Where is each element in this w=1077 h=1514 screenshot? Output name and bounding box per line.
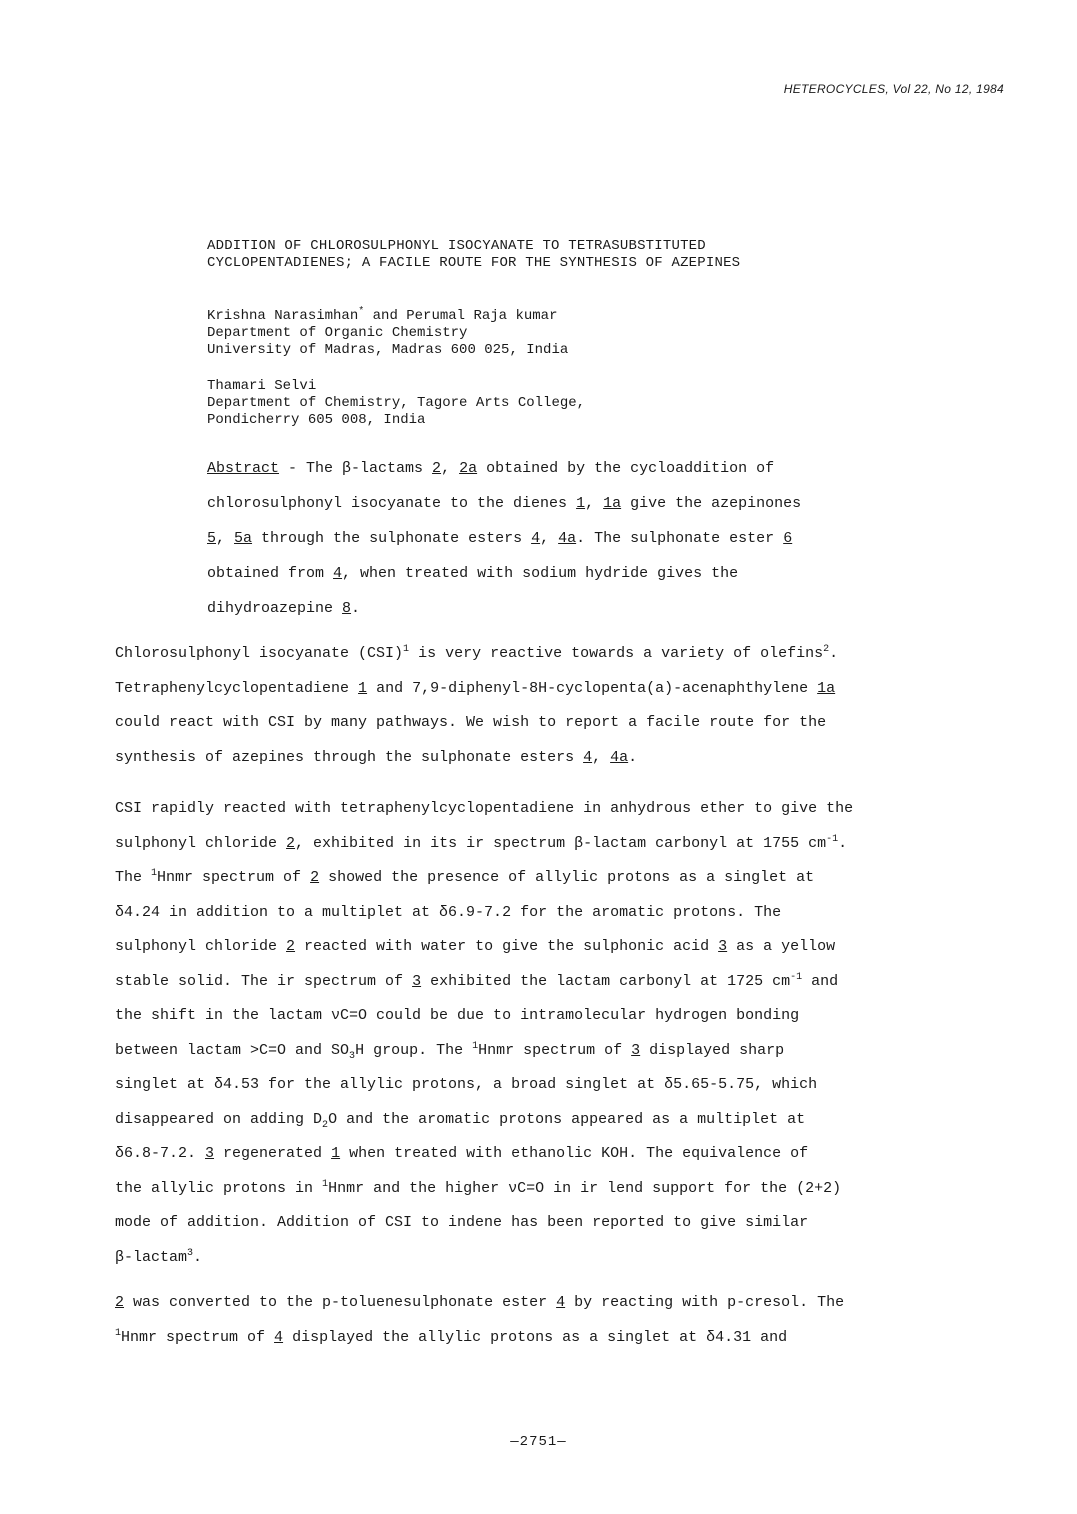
text-line: singlet at δ4.53 for the allylic protons, a broad singlet at δ5.65-5.75, which: [115, 1076, 818, 1093]
author-name-2: and Perumal Raja kumar: [364, 308, 558, 324]
text-line: δ6.8-7.2. 3 regenerated 1 when treated with ethanolic KOH. The equivalence of: [115, 1145, 809, 1162]
text-line: Tetraphenylcyclopentadiene 1 and 7,9-diphenyl-8H-cyclopenta(a)-acenaphthylene 1a: [115, 679, 836, 697]
text-line: sulphonyl chloride 2 reacted with water to give the sulphonic acid 3 as a yellow: [115, 938, 836, 955]
text-line: The $^1$Hnmr spectrum of 2 showed the presence of allylic protons as a singlet at: [115, 868, 815, 886]
text-line: the shift in the lactam νC=O could be due to intramolecular hydrogen bonding: [115, 1007, 800, 1024]
text-line: β-lactam$^3$.: [115, 1247, 203, 1266]
author-place-2: Pondicherry 605 008, India: [207, 412, 426, 428]
text-line: stable solid. The ir spectrum of 3 exhibited the lactam carbonyl at 1725 $cm^{-1}$ and: [115, 971, 839, 990]
body-paragraph-3: [115, 1286, 985, 1355]
abstract-line: 5, 5a through the sulphonate esters 4, 4a. The sulphonate ester 6: [207, 530, 793, 547]
text-line: CSI rapidly reacted with tetraphenylcyclopentadiene in anhydrous ether to give the: [115, 800, 854, 817]
page-number: —2751—: [510, 1434, 567, 1450]
title-line-2: CYCLOPENTADIENES; A FACILE ROUTE FOR THE SYNTHESIS OF AZEPINES: [207, 255, 741, 271]
text-line: sulphonyl chloride 2, exhibited in its ir spectrum β-lactam carbonyl at 1755 $cm^{-1}$.: [115, 833, 848, 852]
article-title: [207, 238, 967, 272]
text-line: the allylic protons in $^1$Hnmr and the higher νC=O in ir lend support for the (2+2): [115, 1178, 842, 1197]
corresponding-star: *: [358, 306, 365, 318]
abstract: [207, 451, 947, 626]
title-line-1: ADDITION OF CHLOROSULPHONYL ISOCYANATE TO TETRASUBSTITUTED: [207, 238, 706, 254]
text-line: between lactam >C=O and $SO_3H$ group. The $^1$Hnmr spectrum of 3 displayed sharp: [115, 1040, 785, 1062]
text-line: Chlorosulphonyl isocyanate (CSI)$^1$ is very reactive towards a variety of olefins$^2$.: [115, 644, 839, 662]
abstract-label: Abstract: [207, 460, 280, 477]
author-university: University of Madras, Madras 600 025, India: [207, 342, 569, 358]
author-name-1: Krishna Narasimhan: [207, 308, 359, 324]
author-affiliation-1: [207, 308, 967, 359]
abstract-line: dihydroazepine 8.: [207, 600, 361, 617]
abstract-line: obtained from 4, when treated with sodium hydride gives the: [207, 565, 739, 582]
author-department: Department of Organic Chemistry: [207, 325, 468, 341]
text-line: δ4.24 in addition to a multiplet at δ6.9-7.2 for the aromatic protons. The: [115, 903, 782, 921]
text-line: $^1$Hnmr spectrum of 4 displayed the allylic protons as a singlet at δ4.31 and: [115, 1327, 788, 1346]
author-name-3: Thamari Selvi: [207, 378, 317, 394]
text-line: mode of addition. Addition of CSI to indene has been reported to give similar: [115, 1214, 809, 1231]
text-line: 2 was converted to the p-toluenesulphonate ester 4 by reacting with p-cresol. The: [115, 1294, 845, 1311]
text-line: disappeared on adding $D_2O$ and the aromatic protons appeared as a multiplet at: [115, 1110, 806, 1131]
abstract-line: Abstract - The β-lactams 2, 2a obtained by the cycloaddition of: [207, 460, 775, 477]
text-line: could react with CSI by many pathways. We wish to report a facile route for the: [115, 714, 827, 731]
author-department-2: Department of Chemistry, Tagore Arts College,: [207, 395, 586, 411]
text-line: synthesis of azepines through the sulphonate esters 4, 4a.: [115, 748, 638, 766]
body-paragraph-2: [115, 792, 985, 1275]
author-affiliation-2: [207, 378, 967, 429]
journal-header: HETEROCYCLES, Vol 22, No 12, 1984: [783, 82, 1004, 96]
author-names: [207, 308, 967, 325]
body-paragraph-1: [115, 637, 985, 775]
abstract-line: chlorosulphonyl isocyanate to the dienes 1, 1a give the azepinones: [207, 495, 802, 512]
